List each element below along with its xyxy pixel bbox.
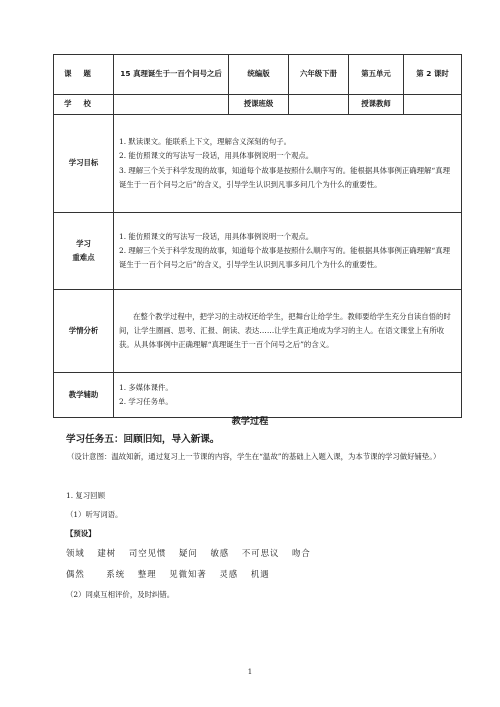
lesson-plan-table [53, 54, 462, 418]
goals-content [114, 115, 462, 213]
class-label: 授课班级 [229, 95, 289, 115]
grade-value: 六年级下册 [289, 55, 349, 95]
topic-label: 课题 [54, 55, 114, 95]
school-value [114, 95, 229, 115]
table-row [54, 373, 462, 418]
goals-label: 学习目标 [54, 115, 114, 213]
table-row [54, 213, 462, 290]
teacher-label: 授课教师 [349, 95, 404, 115]
analysis-text: 在整个教学过程中，把学习的主动权还给学生，把舞台让给学生。教师要给学生充分自读自悟的时间，让学生圈画、思考、汇报、朗读、表达……让学生真正地成为学习的主人。在语文课堂上有所收获。从具体事例中正确理解“真理诞生于一百个问号之后”的含义。 [114, 290, 462, 373]
word-item: 不可思议 [241, 548, 280, 558]
table-row [54, 95, 462, 115]
step-item: （2）同桌互相评价，及时纠错。 [66, 590, 175, 599]
word-item: 系统 [106, 569, 126, 579]
aids-content [114, 373, 462, 418]
key-points-content [114, 213, 462, 290]
goal-item: 2. 能仿照课文的写法写一段话，用具体事例说明一个观点。 [119, 151, 314, 161]
goal-item: 1. 默读课文。能联系上下文，理解含义深刻的句子。 [119, 137, 291, 147]
word-item: 灵感 [219, 569, 239, 579]
word-list-line [66, 546, 476, 562]
key-points-label-line: 学习 [76, 238, 91, 248]
step-item: （1）听写词语。 [66, 510, 123, 519]
edition-value: 统编版 [229, 55, 289, 95]
word-item: 吻合 [292, 548, 311, 558]
teacher-value [404, 95, 462, 115]
class-value [289, 95, 349, 115]
preset-label: 【预设】 [66, 529, 96, 538]
goal-item: 3. 理解三个关于科学发现的故事，知道每个故事是按照什么顺序写的。能根据具体事例正确理解“真理诞生于一百个问号之后”的含义，引导学生认识到凡事多问几个为什么的重要性。 [119, 165, 450, 189]
topic-value: 15 真理诞生于一百个问号之后 [114, 55, 229, 95]
word-item: 机遇 [250, 569, 270, 579]
page-number: 1 [247, 668, 253, 676]
aid-item: 2. 学习任务单。 [119, 397, 173, 406]
section-title: 教学过程 [231, 416, 269, 427]
key-point-item: 1. 能仿照课文的写法写一段话，用具体事例说明一个观点。 [119, 231, 314, 241]
school-label: 学校 [54, 95, 114, 115]
word-item: 领域 [66, 548, 85, 558]
aids-label: 教学辅助 [54, 373, 114, 418]
word-item: 建树 [97, 548, 117, 558]
word-item: 疑问 [179, 548, 198, 558]
aid-item: 1. 多媒体课件。 [119, 382, 173, 392]
key-points-label [54, 213, 114, 290]
table-row [54, 55, 462, 95]
lesson-value: 第 2 课时 [404, 55, 462, 95]
table-row [54, 115, 462, 213]
task-heading: 学习任务五：回顾旧知，导入新课。 [66, 434, 220, 445]
analysis-label: 学情分析 [54, 290, 114, 373]
word-item: 敏感 [210, 548, 230, 558]
key-points-label-line: 重难点 [72, 253, 95, 262]
unit-value: 第五单元 [349, 55, 404, 95]
word-item: 偶然 [66, 569, 85, 579]
table-row [54, 290, 462, 373]
word-item: 见微知著 [169, 569, 207, 579]
word-item: 司空见惯 [128, 548, 167, 558]
word-item: 整理 [137, 569, 157, 579]
step-heading: 1. 复习回顾 [66, 491, 105, 500]
word-list-line [66, 567, 476, 583]
key-point-item: 2. 理解三个关于科学发现的故事，知道每个故事是按照什么顺序写的。能根据具体事例正确理解“真理诞生于一百个问号之后”的含义，引导学生认识到凡事多问几个为什么的重要性。 [119, 245, 450, 270]
design-note: （设计意图：温故知新，通过复习上一节课的内容，学生在“温故”的基础上入题入课，为本节课的学习做好铺垫。） [67, 452, 441, 461]
